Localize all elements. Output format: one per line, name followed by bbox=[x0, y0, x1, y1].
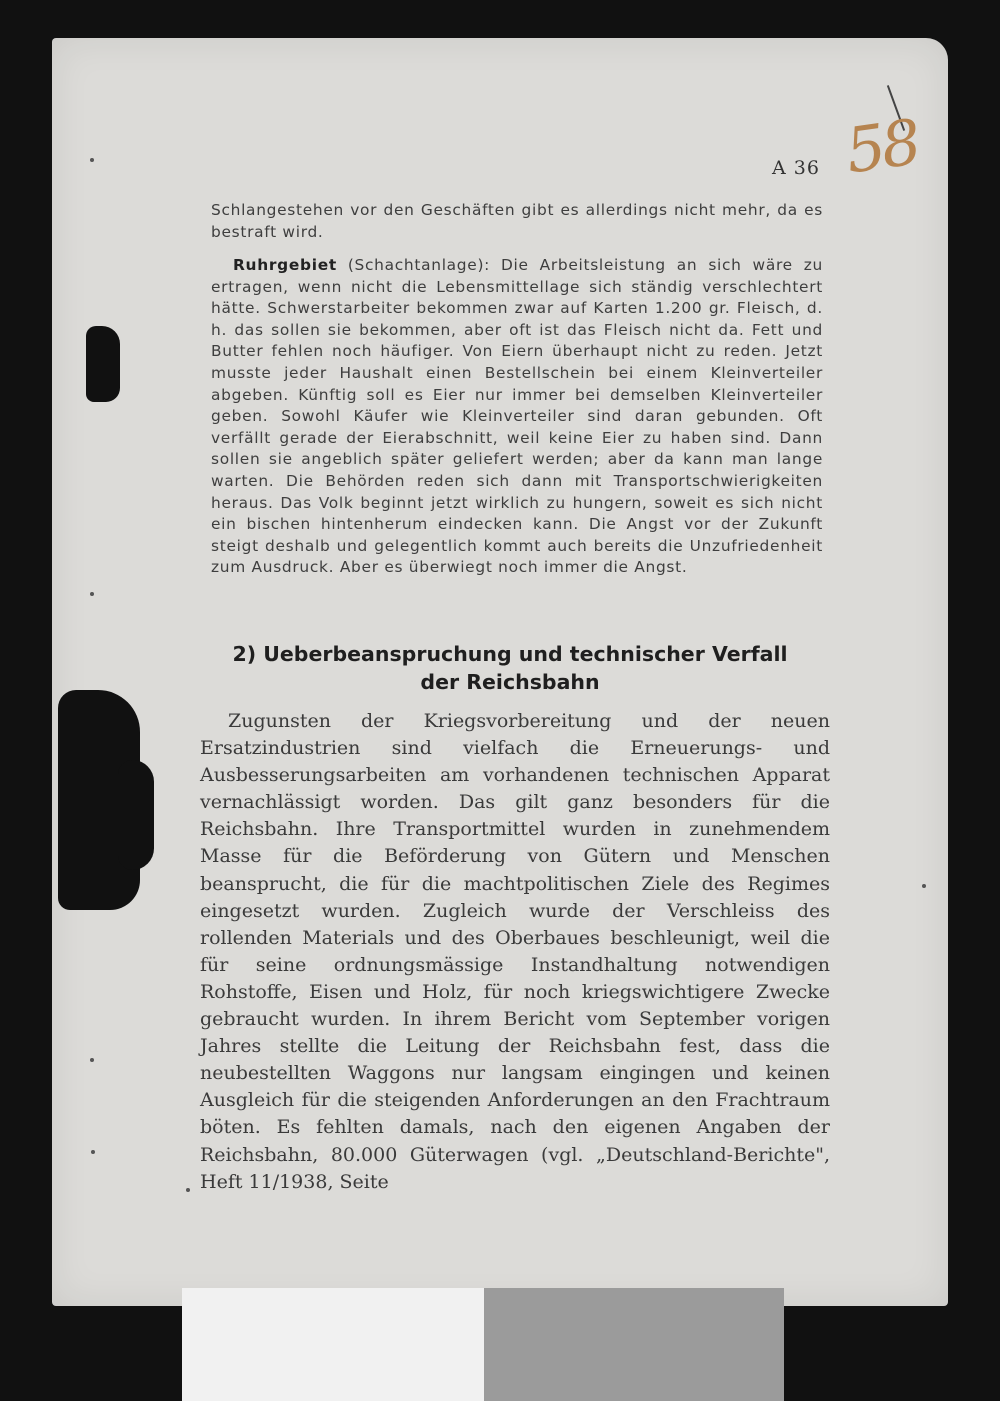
section-heading-line-2: der Reichsbahn bbox=[420, 670, 600, 694]
paragraph-queueing: Schlangestehen vor den Geschäften gibt es allerdings nicht mehr, da es bestraft wird. bbox=[211, 201, 823, 241]
paragraph-ruhrgebiet-body: (Schachtanlage): Die Arbeitsleistung an sich wäre zu ertragen, wenn nicht die Lebensmittellage sich ständig verschlechtert hätte. Schwerstarbeiter bekommen zwar auf Karten 1.200 gr. Fleisch, d. h. das sollen sie bekommen, aber oft ist das Fleisch nicht da. Fett und Butter fehlen noch häufiger. Von Eiern überhaupt nicht zu reden. Jetzt musste jeder Haushalt einen Bestellschein bei einem Kleinverteiler abgeben. Künftig soll es Eier nur immer bei demselben Kleinverteiler geben. Sowohl Käufer wie Kleinverteiler sind daran gebunden. Oft verfällt gerade der Eierabschnitt, weil keine Eier zu haben sind. Dann sollen sie angeblich später geliefert werden; aber da kann man lange warten. Die Behörden reden sich dann mit Transportschwierigkeiten heraus. Das Volk beginnt jetzt wirklich zu hungern, soweit es sich nicht ein bischen hintenherum eindecken kann. Die Angst vor der Zukunft steigt deshalb und gelegentlich kommt auch bereits die Unzufriedenheit zum Ausdruck. Aber es überwiegt noch immer die Angst. bbox=[211, 256, 823, 577]
margin-speck bbox=[90, 592, 94, 596]
paragraph-lead-region: Ruhrgebiet bbox=[233, 256, 337, 274]
section-heading bbox=[200, 640, 820, 696]
paragraph-ruhrgebiet bbox=[211, 255, 823, 579]
handwritten-archive-number: 58 bbox=[841, 105, 922, 188]
calibration-strip-white bbox=[182, 1288, 484, 1401]
margin-speck bbox=[90, 158, 94, 162]
section-heading-line-1: 2) Ueberbeanspruchung und technischer Verfall bbox=[232, 642, 788, 666]
margin-speck bbox=[186, 1188, 190, 1192]
calibration-strip-gray bbox=[484, 1288, 784, 1401]
margin-speck bbox=[922, 884, 926, 888]
punch-hole-upper bbox=[86, 326, 120, 402]
page-label: A 36 bbox=[772, 157, 820, 179]
paragraph-reichsbahn: Zugunsten der Kriegsvorbereitung und der neuen Ersatzindustrien sind vielfach die Erneuerungs- und Ausbesserungsarbeiten am vorhandenen technischen Apparat vernachlässigt worden. Das gilt ganz besonders für die Reichsbahn. Ihre Transportmittel wurden in zunehmendem Masse für die Beförderung von Gütern und Menschen beansprucht, die für die machtpolitischen Ziele des Regimes eingesetzt wurden. Zugleich wurde der Verschleiss des rollenden Materials und des Oberbaues beschleunigt, weil die für seine ordnungsmässige Instandhaltung notwendigen Rohstoffe, Eisen und Holz, für noch kriegswichtigere Zwecke gebraucht wurden. In ihrem Bericht vom September vorigen Jahres stellte die Leitung der Reichsbahn fest, dass die neubestellten Waggons nur langsam eingingen und keinen Ausgleich für die steigenden Anforderungen an den Frachtraum böten. Es fehlten damals, nach den eigenen Angaben der Reichsbahn, 80.000 Güterwagen (vgl. „Deutschland-Berichte", Heft 11/1938, Seite bbox=[200, 710, 830, 1193]
torn-edge-lower-inner bbox=[118, 760, 154, 870]
margin-speck bbox=[90, 1058, 94, 1062]
margin-speck bbox=[91, 1150, 95, 1154]
